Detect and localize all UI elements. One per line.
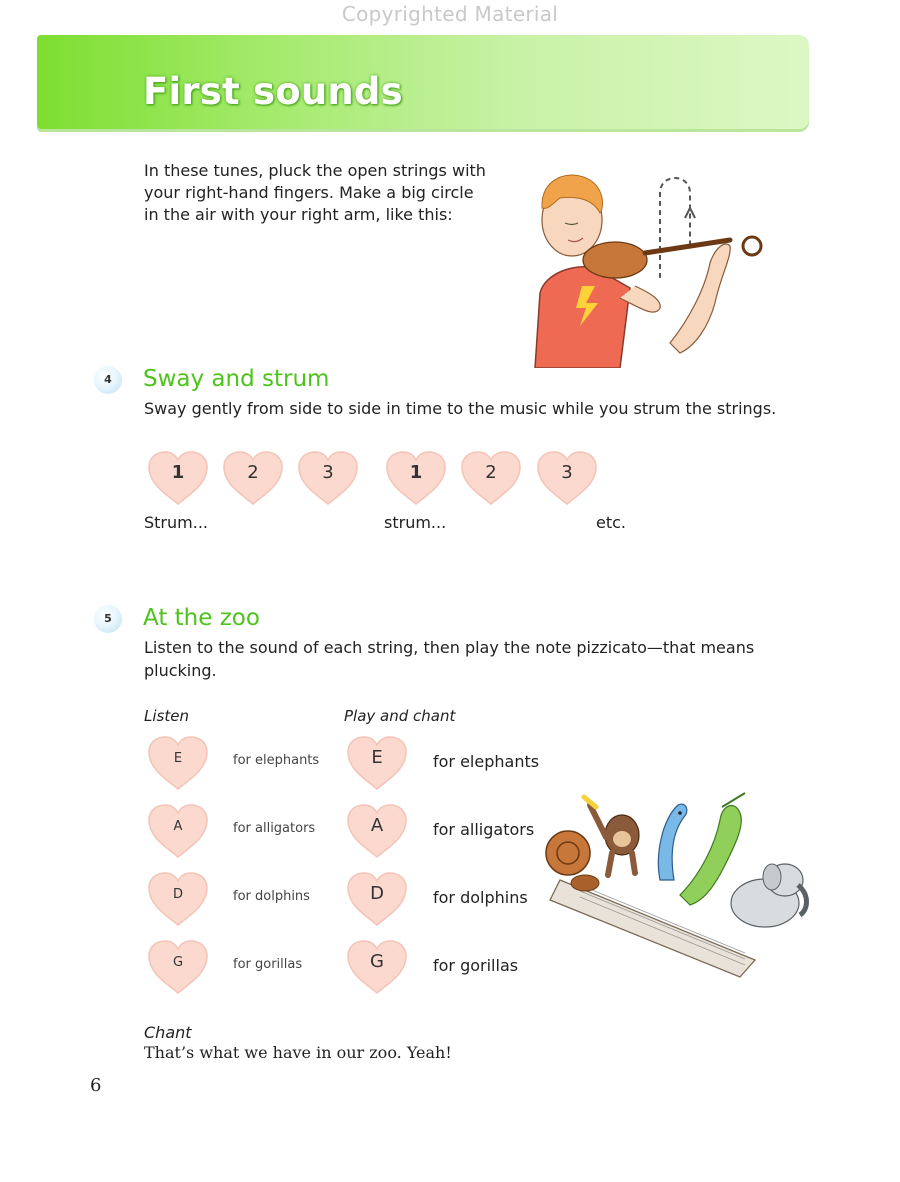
play-text: for alligators <box>433 820 535 839</box>
note-label: G <box>370 951 384 972</box>
beat-label: 2 <box>247 462 259 483</box>
play-text: for gorillas <box>433 956 519 975</box>
section-title-sway-and-strum: Sway and strum <box>143 366 330 392</box>
beat-heart <box>384 450 448 506</box>
play-text: for elephants <box>433 752 540 771</box>
play-text: for dolphins <box>433 888 528 907</box>
intro-paragraph <box>144 160 514 226</box>
listen-text: for elephants <box>233 753 320 768</box>
beat-label: 3 <box>322 462 334 483</box>
chant-text: That’s what we have in our zoo. Yeah! <box>144 1043 452 1062</box>
track-badge: 4 <box>94 366 122 394</box>
page-number: 6 <box>90 1075 102 1096</box>
chant-heading: Chant <box>144 1023 192 1042</box>
beat-heart <box>221 450 285 506</box>
play-and-chant-heading: Play and chant <box>344 707 456 725</box>
listen-heart <box>146 939 210 995</box>
listen-text: for dolphins <box>233 889 310 904</box>
note-label: E <box>371 747 383 768</box>
beat-label: 2 <box>485 462 497 483</box>
section-text-line: Listen to the sound of each string, then play the note pizzicato—that means <box>144 638 755 657</box>
listen-heart <box>146 803 210 859</box>
violinist-illustration <box>520 168 775 368</box>
strum-word: Strum... <box>144 513 208 532</box>
beat-heart <box>146 450 210 506</box>
section-text <box>144 636 824 682</box>
play-heart <box>345 803 409 859</box>
listen-text: for alligators <box>233 821 316 836</box>
section-title-at-the-zoo: At the zoo <box>143 605 260 631</box>
zoo-animals-illustration <box>540 785 815 980</box>
section-text-line: plucking. <box>144 661 217 680</box>
beat-label: 1 <box>171 462 185 483</box>
etc-word: etc. <box>596 513 626 532</box>
watermark: Copyrighted Material <box>341 2 559 26</box>
intro-line: your right-hand fingers. Make a big circle <box>144 183 474 202</box>
track-badge: 5 <box>94 605 122 633</box>
beat-label: 3 <box>561 462 573 483</box>
note-label: D <box>370 883 384 904</box>
beat-label: 1 <box>409 462 423 483</box>
listen-heart <box>146 871 210 927</box>
note-label: A <box>370 815 384 836</box>
beat-heart <box>296 450 360 506</box>
beat-heart <box>459 450 523 506</box>
listen-heart <box>146 735 210 791</box>
section-text: Sway gently from side to side in time to the music while you strum the strings. <box>144 399 777 418</box>
beat-heart <box>535 450 599 506</box>
strum-word: strum... <box>384 513 447 532</box>
intro-line: In these tunes, pluck the open strings with <box>144 161 486 180</box>
note-label: E <box>173 751 183 766</box>
note-label: D <box>172 887 183 902</box>
listen-text: for gorillas <box>233 957 303 972</box>
play-heart <box>345 939 409 995</box>
play-heart <box>345 871 409 927</box>
listen-heading: Listen <box>144 707 189 725</box>
note-label: A <box>173 819 183 834</box>
intro-line: in the air with your right arm, like this: <box>144 205 453 224</box>
page-title: First sounds <box>143 70 403 113</box>
play-heart <box>345 735 409 791</box>
note-label: G <box>172 955 184 970</box>
